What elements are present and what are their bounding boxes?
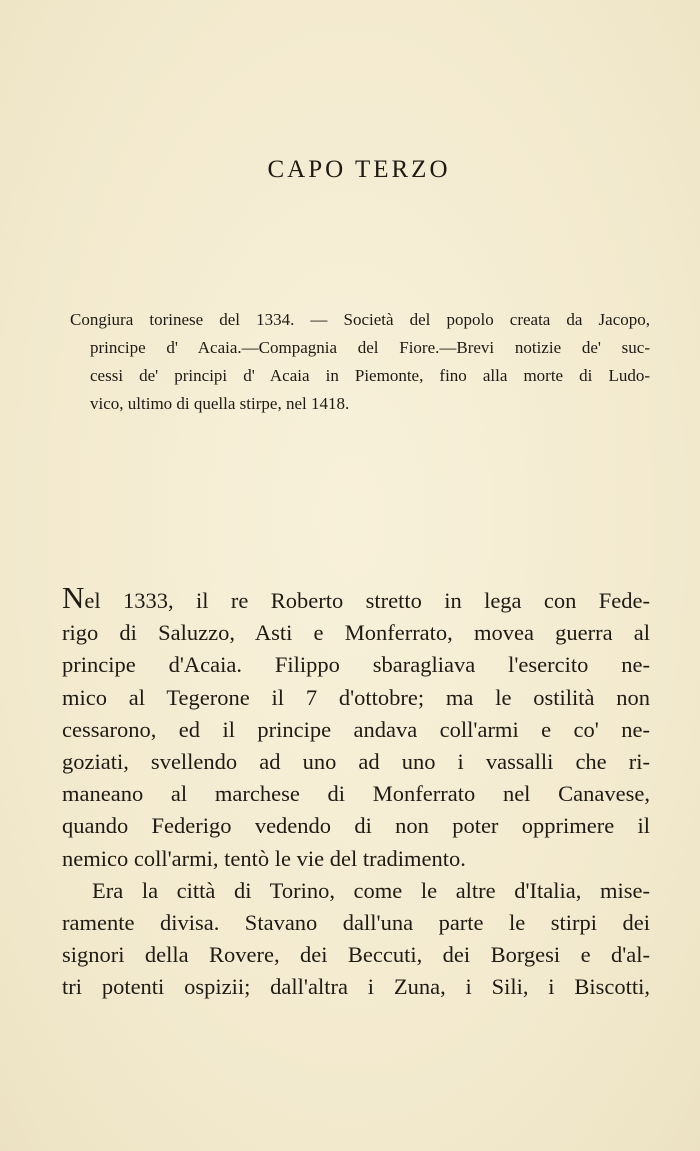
first-line-rest: el 1333, il re Roberto stretto in lega con Fede- — [84, 588, 650, 613]
body-line: principe d'Acaia. Filippo sbaragliava l'esercito ne- — [62, 652, 650, 678]
chapter-summary — [70, 306, 650, 418]
body-line: mico al Tegerone il 7 d'ottobre; ma le ostilità non — [62, 684, 650, 710]
chapter-title: CAPO TERZO — [267, 156, 451, 183]
body-line: nemico coll'armi, tentò le vie del tradimento. — [62, 845, 466, 871]
drop-initial: N — [62, 580, 85, 615]
body-line: Era la città di Torino, come le altre d'Italia, mise- — [92, 877, 650, 903]
body-line: ramente divisa. Stavano dall'una parte le stirpi dei — [62, 910, 650, 936]
body-text — [62, 580, 650, 1004]
body-line: cessarono, ed il principe andava coll'armi e co' ne- — [62, 716, 650, 742]
body-line: maneano al marchese di Monferrato nel Canavese, — [62, 781, 650, 807]
body-line: quando Federigo vedendo di non poter opprimere il — [62, 813, 650, 839]
body-line: signori della Rovere, dei Beccuti, dei Borgesi e d'al- — [62, 942, 650, 968]
body-line: tri potenti ospizii; dall'altra i Zuna, i Sili, i Biscotti, — [62, 974, 650, 1000]
summary-line: vico, ultimo di quella stirpe, nel 1418. — [90, 394, 350, 413]
body-line: rigo di Saluzzo, Asti e Monferrato, movea guerra al — [62, 620, 650, 646]
body-line: goziati, svellendo ad uno ad uno i vassalli che ri- — [62, 749, 650, 775]
summary-line: principe d' Acaia.—Compagnia del Fiore.—Brevi notizie de' suc- — [90, 338, 650, 357]
summary-line: Congiura torinese del 1334. — Società del popolo creata da Jacopo, — [70, 310, 650, 329]
summary-line: cessi de' principi d' Acaia in Piemonte, fino alla morte di Ludo- — [90, 366, 650, 385]
body-first-line — [62, 580, 650, 617]
